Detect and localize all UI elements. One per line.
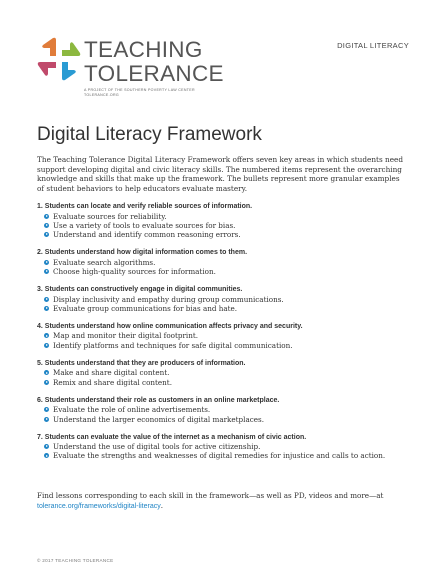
framework-item (37, 202, 417, 239)
bullet-text: Evaluate search algorithms. (53, 257, 156, 267)
brand-line-1: TEACHING (84, 37, 203, 62)
item-heading: 1. Students can locate and verify reliable sources of information. (37, 203, 253, 210)
bullet-item (37, 442, 417, 451)
bullet-text: Display inclusivity and empathy during group communications. (53, 294, 284, 304)
item-heading: 4. Students understand how online communication affects privacy and security. (37, 322, 303, 330)
item-heading: 2. Students understand how digital information comes to them. (37, 249, 248, 257)
framework-item (37, 396, 417, 424)
item-heading: 3. Students can constructively engage in digital communities. (37, 286, 243, 294)
footer-note (37, 491, 417, 511)
bullet-item (37, 221, 417, 230)
teaching-tolerance-logo-icon (36, 36, 82, 82)
bullet-item (37, 451, 417, 460)
arrow-bullet-icon (44, 417, 49, 422)
bullet-text: Use a variety of tools to evaluate sources for bias. (53, 220, 236, 230)
arrow-bullet-icon (44, 223, 49, 228)
framework-list (37, 202, 417, 470)
bullet-text: Understand and identify common reasoning errors. (53, 230, 241, 240)
bullet-text: Remix and share digital content. (53, 377, 172, 387)
brand-url: TOLERANCE.ORG (84, 93, 119, 97)
item-heading: 6. Students understand their role as customers in an online marketplace. (37, 396, 280, 404)
bullet-text: Evaluate the role of online advertisements. (53, 405, 211, 415)
framework-item (37, 433, 417, 461)
bullet-text: Evaluate group communications for bias and hate. (53, 303, 238, 313)
framework-item (37, 285, 417, 313)
page-title: Digital Literacy Framework (37, 124, 262, 145)
arrow-bullet-icon (44, 306, 49, 311)
bullet-text: Identify platforms and techniques for safe digital communication. (53, 340, 293, 350)
footer-text: Find lessons corresponding to each skill in the framework—as well as PD, videos and more—at (37, 491, 384, 500)
bullet-text: Evaluate the strengths and weaknesses of digital remedies for injustice and calls to action. (53, 451, 386, 461)
footer-link-suffix: . (160, 500, 164, 510)
bullet-item (37, 230, 417, 239)
bullet-item (37, 378, 417, 387)
bullet-item (37, 295, 417, 304)
arrow-bullet-icon (44, 232, 49, 237)
arrow-bullet-icon (44, 370, 49, 375)
bullet-item (37, 304, 417, 313)
bullet-item (37, 212, 417, 221)
framework-item (37, 359, 417, 387)
bullet-text: Choose high-quality sources for information. (53, 266, 216, 276)
arrow-bullet-icon (44, 343, 49, 348)
arrow-bullet-icon (44, 214, 49, 219)
item-heading: 7. Students can evaluate the value of the internet as a mechanism of civic action. (37, 433, 307, 441)
framework-link[interactable]: tolerance.org/frameworks/digital-literacy (37, 502, 161, 510)
arrow-bullet-icon (44, 333, 49, 338)
arrow-bullet-icon (44, 297, 49, 302)
bullet-text: Make and share digital content. (53, 368, 170, 378)
brand-subline: A PROJECT OF THE SOUTHERN POVERTY LAW CENTER (84, 88, 195, 92)
bullet-text: Understand the use of digital tools for active citizenship. (53, 442, 261, 452)
arrow-bullet-icon (44, 444, 49, 449)
arrow-bullet-icon (44, 260, 49, 265)
bullet-text: Map and monitor their digital footprint. (53, 331, 199, 341)
framework-item (37, 248, 417, 276)
bullet-item (37, 331, 417, 340)
arrow-bullet-icon (44, 380, 49, 385)
bullet-item (37, 368, 417, 377)
section-label: DIGITAL LITERACY (337, 41, 409, 50)
arrow-bullet-icon (44, 453, 49, 458)
brand-name (84, 38, 224, 86)
copyright: © 2017 TEACHING TOLERANCE (37, 558, 114, 563)
bullet-text: Evaluate sources for reliability. (53, 211, 167, 221)
brand-line-2: TOLERANCE (84, 61, 224, 86)
framework-item (37, 322, 417, 350)
intro-paragraph: The Teaching Tolerance Digital Literacy Framework offers seven key areas in which students need support developing digital and civic literacy skills. The numbered items represent the overarching knowledge and skills that make up the framework. The bullets represent more granular examples of student behaviors to help educators evaluate mastery. (37, 155, 404, 194)
bullet-item (37, 341, 417, 350)
bullet-item (37, 267, 417, 276)
bullet-text: Understand the larger economics of digital marketplaces. (53, 414, 264, 424)
bullet-item (37, 405, 417, 414)
arrow-bullet-icon (44, 407, 49, 412)
bullet-item (37, 258, 417, 267)
arrow-bullet-icon (44, 269, 49, 274)
bullet-item (37, 415, 417, 424)
item-heading: 5. Students understand that they are producers of information. (37, 359, 246, 367)
